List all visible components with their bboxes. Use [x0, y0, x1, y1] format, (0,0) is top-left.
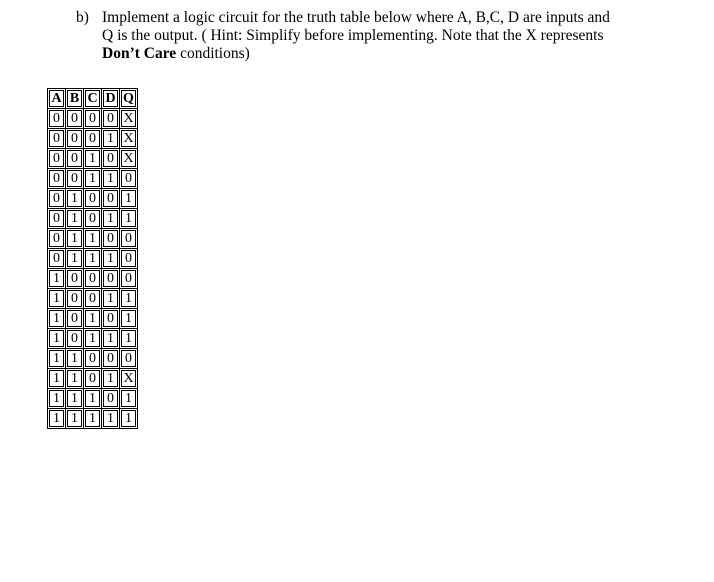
cell-value: X: [121, 130, 136, 147]
column-header-d: [102, 89, 120, 109]
table-cell: [120, 409, 138, 429]
cell-value: 1: [49, 310, 64, 327]
table-cell: [84, 349, 102, 369]
table-cell: [66, 169, 84, 189]
table-cell: [102, 169, 120, 189]
question-label: b): [76, 9, 89, 26]
table-cell: [102, 389, 120, 409]
cell-value: 1: [49, 390, 64, 407]
column-header-a: [48, 89, 66, 109]
table-cell: [84, 149, 102, 169]
cell-value: 1: [49, 330, 64, 347]
table-cell: [66, 129, 84, 149]
cell-value: 0: [49, 150, 64, 167]
cell-value: 1: [67, 210, 82, 227]
cell-value: 1: [49, 290, 64, 307]
cell-value: 1: [121, 290, 136, 307]
cell-value: 1: [85, 330, 100, 347]
cell-value: 0: [103, 310, 118, 327]
table-cell: [48, 129, 66, 149]
table-cell: [84, 389, 102, 409]
cell-value: 1: [121, 410, 136, 427]
column-header-label: B: [67, 90, 82, 107]
cell-value: 1: [103, 290, 118, 307]
cell-value: 0: [49, 170, 64, 187]
cell-value: 1: [121, 210, 136, 227]
cell-value: 1: [121, 330, 136, 347]
cell-value: 0: [121, 250, 136, 267]
cell-value: 0: [103, 110, 118, 127]
cell-value: 0: [85, 130, 100, 147]
column-header-c: [84, 89, 102, 109]
cell-value: 0: [49, 230, 64, 247]
table-cell: [84, 109, 102, 129]
table-cell: [102, 269, 120, 289]
cell-value: 1: [103, 130, 118, 147]
table-cell: [48, 149, 66, 169]
table-cell: [102, 369, 120, 389]
question-line-3: [76, 45, 676, 63]
cell-value: 1: [121, 190, 136, 207]
cell-value: 0: [121, 350, 136, 367]
cell-value: 0: [49, 190, 64, 207]
table-cell: [84, 289, 102, 309]
table-cell: [66, 269, 84, 289]
cell-value: 1: [49, 270, 64, 287]
table-cell: [66, 409, 84, 429]
table-cell: [120, 289, 138, 309]
table-cell: [48, 289, 66, 309]
table-cell: [48, 209, 66, 229]
cell-value: 1: [85, 170, 100, 187]
table-cell: [120, 229, 138, 249]
cell-value: 1: [121, 390, 136, 407]
table-cell: [120, 129, 138, 149]
table-row: [48, 269, 138, 289]
table-cell: [84, 189, 102, 209]
column-header-label: A: [49, 90, 64, 107]
table-row: [48, 229, 138, 249]
column-header-label: C: [85, 90, 100, 107]
table-cell: [102, 329, 120, 349]
cell-value: 0: [103, 390, 118, 407]
table-cell: [66, 329, 84, 349]
table-cell: [102, 349, 120, 369]
cell-value: 0: [67, 130, 82, 147]
cell-value: 1: [103, 370, 118, 387]
cell-value: 0: [85, 290, 100, 307]
cell-value: 1: [67, 230, 82, 247]
table-cell: [84, 129, 102, 149]
truth-table-body: [48, 109, 138, 429]
table-cell: [66, 229, 84, 249]
cell-value: 0: [67, 290, 82, 307]
table-cell: [120, 389, 138, 409]
cell-value: 0: [103, 150, 118, 167]
table-cell: [66, 189, 84, 209]
question-line-1-text: Implement a logic circuit for the truth table below where A, B,C, D are inputs and: [102, 9, 610, 26]
cell-value: 0: [85, 370, 100, 387]
table-row: [48, 389, 138, 409]
table-cell: [102, 249, 120, 269]
table-row: [48, 169, 138, 189]
table-cell: [120, 189, 138, 209]
table-cell: [48, 229, 66, 249]
table-row: [48, 309, 138, 329]
table-cell: [102, 149, 120, 169]
table-cell: [84, 309, 102, 329]
cell-value: 0: [85, 350, 100, 367]
table-cell: [66, 349, 84, 369]
cell-value: 1: [67, 370, 82, 387]
table-cell: [120, 149, 138, 169]
table-cell: [102, 109, 120, 129]
table-cell: [120, 269, 138, 289]
cell-value: 1: [67, 350, 82, 367]
cell-value: 1: [85, 390, 100, 407]
table-cell: [120, 109, 138, 129]
table-cell: [84, 329, 102, 349]
cell-value: 0: [85, 270, 100, 287]
cell-value: 0: [49, 110, 64, 127]
cell-value: 0: [85, 190, 100, 207]
cell-value: X: [121, 110, 136, 127]
cell-value: 1: [85, 250, 100, 267]
cell-value: 1: [67, 390, 82, 407]
column-header-q: [120, 89, 138, 109]
table-cell: [120, 349, 138, 369]
cell-value: 0: [121, 270, 136, 287]
cell-value: 1: [121, 310, 136, 327]
table-cell: [102, 409, 120, 429]
table-cell: [66, 309, 84, 329]
cell-value: 1: [103, 410, 118, 427]
table-row: [48, 149, 138, 169]
table-cell: [66, 209, 84, 229]
table-cell: [66, 289, 84, 309]
cell-value: 0: [103, 270, 118, 287]
table-row: [48, 369, 138, 389]
cell-value: 0: [85, 110, 100, 127]
dont-care-bold: Don’t Care: [102, 45, 177, 62]
table-cell: [102, 209, 120, 229]
table-cell: [48, 349, 66, 369]
cell-value: 0: [49, 250, 64, 267]
question-line-2-text: Q is the output. ( Hint: Simplify before implementing. Note that the X represents: [102, 27, 604, 44]
table-row: [48, 209, 138, 229]
cell-value: 1: [85, 150, 100, 167]
table-cell: [48, 169, 66, 189]
table-cell: [48, 329, 66, 349]
column-header-label: Q: [121, 90, 136, 107]
table-cell: [120, 329, 138, 349]
table-cell: [84, 249, 102, 269]
table-cell: [120, 369, 138, 389]
cell-value: X: [121, 370, 136, 387]
cell-value: 1: [49, 350, 64, 367]
column-header-label: D: [103, 90, 118, 107]
cell-value: 1: [67, 410, 82, 427]
table-cell: [48, 109, 66, 129]
cell-value: 0: [67, 110, 82, 127]
cell-value: 0: [103, 190, 118, 207]
table-row: [48, 349, 138, 369]
cell-value: 1: [49, 370, 64, 387]
table-row: [48, 289, 138, 309]
cell-value: 0: [103, 350, 118, 367]
table-row: [48, 189, 138, 209]
question-line-1: [76, 9, 676, 27]
table-cell: [102, 289, 120, 309]
cell-value: 1: [103, 170, 118, 187]
table-cell: [66, 369, 84, 389]
cell-value: 0: [121, 230, 136, 247]
table-cell: [48, 369, 66, 389]
cell-value: 1: [85, 410, 100, 427]
cell-value: 0: [67, 170, 82, 187]
table-cell: [48, 409, 66, 429]
cell-value: X: [121, 150, 136, 167]
truth-table-header-row: [48, 89, 138, 109]
table-row: [48, 409, 138, 429]
cell-value: 1: [67, 250, 82, 267]
table-cell: [120, 169, 138, 189]
table-cell: [48, 309, 66, 329]
table-row: [48, 109, 138, 129]
table-cell: [84, 269, 102, 289]
cell-value: 0: [67, 270, 82, 287]
table-cell: [102, 229, 120, 249]
truth-table: [47, 88, 138, 429]
table-row: [48, 329, 138, 349]
table-cell: [120, 249, 138, 269]
cell-value: 1: [67, 190, 82, 207]
table-cell: [48, 389, 66, 409]
cell-value: 0: [67, 330, 82, 347]
question-line-3-rest: conditions): [176, 45, 250, 62]
cell-value: 1: [49, 410, 64, 427]
cell-value: 0: [121, 170, 136, 187]
table-cell: [120, 309, 138, 329]
table-row: [48, 249, 138, 269]
table-cell: [66, 389, 84, 409]
table-cell: [66, 109, 84, 129]
table-row: [48, 129, 138, 149]
cell-value: 0: [85, 210, 100, 227]
table-cell: [48, 189, 66, 209]
table-cell: [84, 209, 102, 229]
column-header-b: [66, 89, 84, 109]
table-cell: [102, 129, 120, 149]
cell-value: 0: [67, 310, 82, 327]
table-cell: [66, 149, 84, 169]
cell-value: 1: [85, 230, 100, 247]
table-cell: [120, 209, 138, 229]
cell-value: 0: [49, 210, 64, 227]
cell-value: 1: [103, 210, 118, 227]
table-cell: [102, 189, 120, 209]
table-cell: [84, 409, 102, 429]
table-cell: [66, 249, 84, 269]
cell-value: 0: [49, 130, 64, 147]
cell-value: 0: [67, 150, 82, 167]
question-line-2: [76, 27, 676, 45]
cell-value: 1: [85, 310, 100, 327]
table-cell: [84, 369, 102, 389]
table-cell: [84, 169, 102, 189]
question-text: [76, 9, 676, 63]
cell-value: 0: [103, 230, 118, 247]
table-cell: [84, 229, 102, 249]
table-cell: [48, 249, 66, 269]
cell-value: 1: [103, 330, 118, 347]
cell-value: 1: [103, 250, 118, 267]
table-cell: [48, 269, 66, 289]
table-cell: [102, 309, 120, 329]
